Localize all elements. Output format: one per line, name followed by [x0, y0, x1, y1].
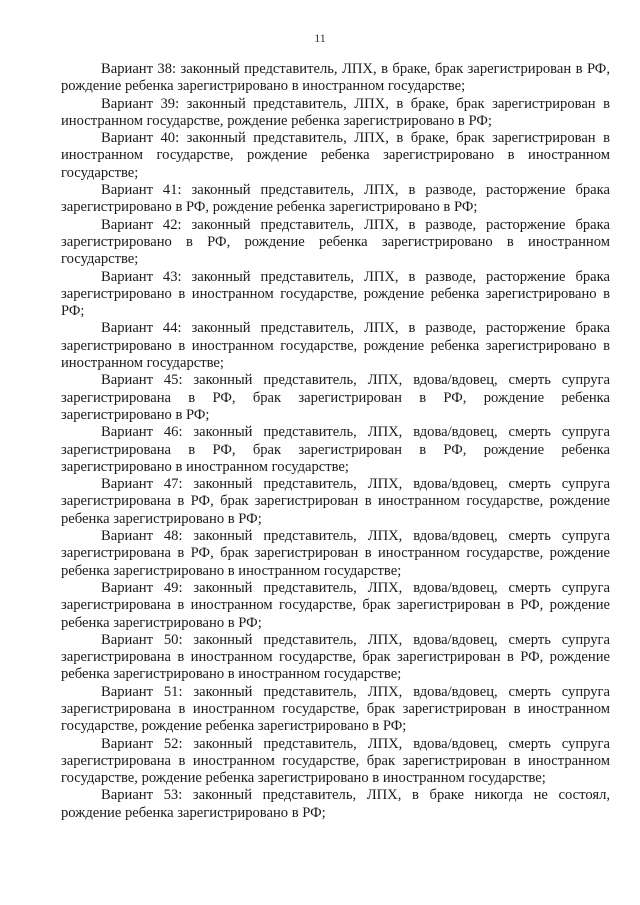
variant-paragraph: Вариант 38: законный представитель, ЛПХ, в браке, брак зарегистрирован в РФ, рождение ребенка зарегистрировано в иностранном государстве; — [61, 61, 610, 95]
variants-list — [61, 61, 610, 822]
variant-paragraph: Вариант 44: законный представитель, ЛПХ, в разводе, расторжение брака зарегистрировано в иностранном государстве, рождение ребенка зарегистрировано в иностранном государстве; — [61, 320, 610, 372]
variant-paragraph: Вариант 45: законный представитель, ЛПХ, вдова/вдовец, смерть супруга зарегистрирована в РФ, брак зарегистрирован в РФ, рождение ребенка зарегистрировано в РФ; — [61, 372, 610, 423]
variant-paragraph: Вариант 40: законный представитель, ЛПХ, в браке, брак зарегистрирован в иностранном государстве, рождение ребенка зарегистрировано в иностранном государстве; — [61, 130, 610, 181]
variant-paragraph: Вариант 48: законный представитель, ЛПХ, вдова/вдовец, смерть супруга зарегистрирована в РФ, брак зарегистрирован в иностранном государстве, рождение ребенка зарегистрировано в иностранном государстве; — [61, 528, 610, 579]
variant-paragraph: Вариант 47: законный представитель, ЛПХ, вдова/вдовец, смерть супруга зарегистрирована в РФ, брак зарегистрирован в иностранном государстве, рождение ребенка зарегистрировано в РФ; — [61, 476, 610, 527]
variant-paragraph: Вариант 41: законный представитель, ЛПХ, в разводе, расторжение брака зарегистрировано в РФ, рождение ребенка зарегистрировано в РФ; — [61, 182, 610, 216]
variant-paragraph: Вариант 49: законный представитель, ЛПХ, вдова/вдовец, смерть супруга зарегистрирована в иностранном государстве, брак зарегистрирован в РФ, рождение ребенка зарегистрировано в РФ; — [61, 579, 610, 631]
variant-paragraph: Вариант 51: законный представитель, ЛПХ, вдова/вдовец, смерть супруга зарегистрирована в иностранном государстве, брак зарегистрирован в иностранном государстве, рождение ребенка зарегистрировано в РФ; — [61, 683, 610, 735]
variant-paragraph: Вариант 52: законный представитель, ЛПХ, вдова/вдовец, смерть супруга зарегистрирована в иностранном государстве, брак зарегистрирован в иностранном государстве, рождение ребенка зарегистрировано в иностранном государстве; — [61, 735, 610, 787]
variant-paragraph: Вариант 50: законный представитель, ЛПХ, вдова/вдовец, смерть супруга зарегистрирована в иностранном государстве, брак зарегистрирован в РФ, рождение ребенка зарегистрировано в иностранном государстве; — [61, 631, 610, 683]
page-number: 11 — [314, 31, 326, 45]
variant-paragraph: Вариант 39: законный представитель, ЛПХ, в браке, брак зарегистрирован в иностранном государстве, рождение ребенка зарегистрировано в РФ; — [61, 95, 610, 129]
variant-paragraph: Вариант 53: законный представитель, ЛПХ, в браке никогда не состоял, рождение ребенка зарегистрировано в РФ; — [61, 787, 610, 821]
variant-paragraph: Вариант 42: законный представитель, ЛПХ, в разводе, расторжение брака зарегистрировано в РФ, рождение ребенка зарегистрировано в иностранном государстве; — [61, 216, 610, 268]
variant-paragraph: Вариант 43: законный представитель, ЛПХ, в разводе, расторжение брака зарегистрировано в иностранном государстве, рождение ребенка зарегистрировано в РФ; — [61, 268, 610, 320]
variant-paragraph: Вариант 46: законный представитель, ЛПХ, вдова/вдовец, смерть супруга зарегистрирована в РФ, брак зарегистрирован в РФ, рождение ребенка зарегистрировано в иностранном государстве; — [61, 424, 610, 475]
